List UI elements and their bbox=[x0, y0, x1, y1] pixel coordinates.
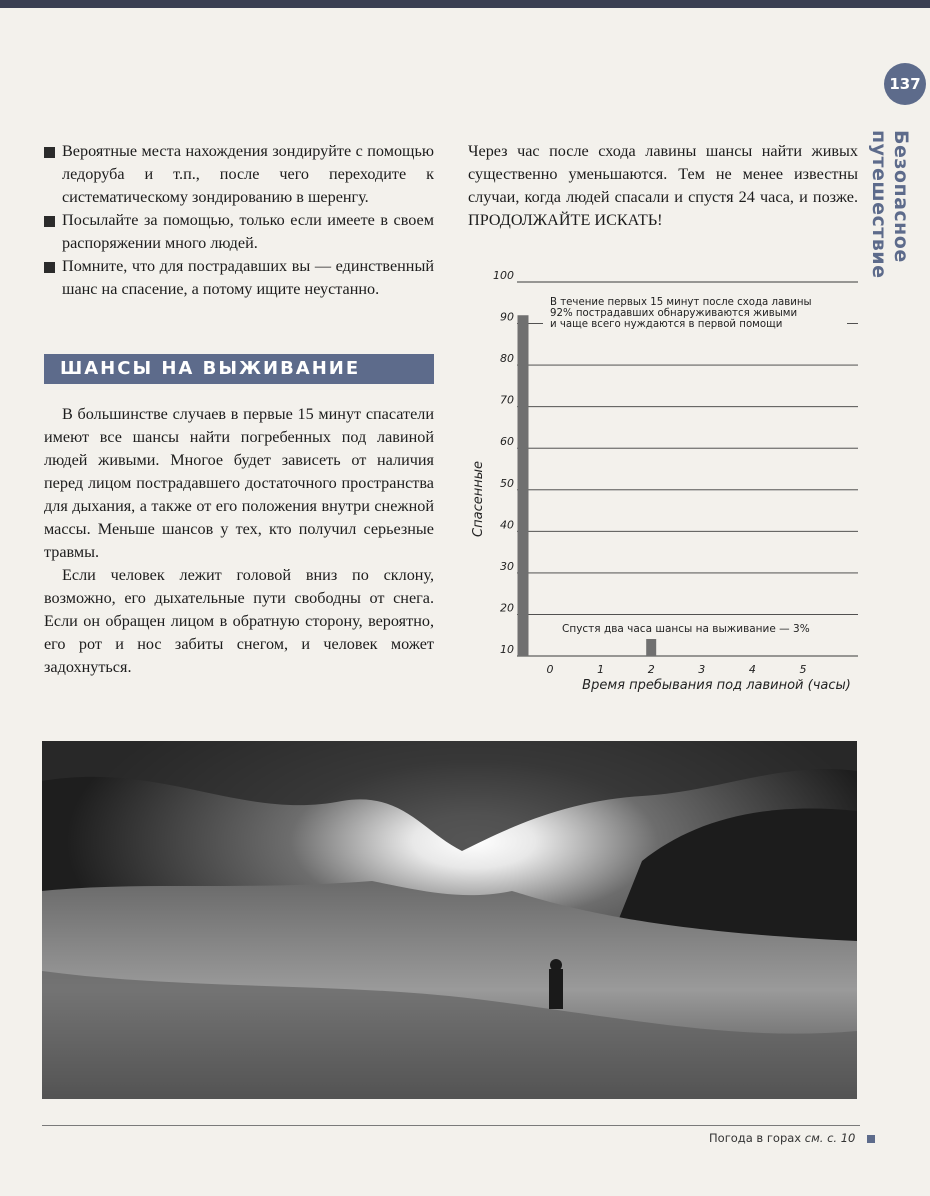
x-tick-label: 2 bbox=[647, 663, 655, 676]
side-section-title: Безопасное путешествие bbox=[868, 130, 912, 279]
x-axis-label: Время пребывания под лавиной (часы) bbox=[582, 678, 851, 693]
section-heading: ШАНСЫ НА ВЫЖИВАНИЕ bbox=[44, 354, 434, 384]
x-tick-label: 0 bbox=[546, 663, 554, 676]
footer-text: Погода в горах bbox=[709, 1131, 802, 1145]
annotation-text: В течение первых 15 минут после схода лавины bbox=[550, 297, 812, 308]
paragraph: Если человек лежит головой вниз по склону, возможно, его дыхательные пути свободны от снега. Если он обращен лицом в обратную сторону, вероятно, его рот и нос забиты снегом, и человек может задохнуться. bbox=[44, 566, 434, 676]
bullet-square-icon bbox=[44, 147, 55, 158]
y-tick-label: 10 bbox=[500, 643, 514, 656]
x-tick-label: 4 bbox=[748, 663, 756, 676]
page-number-badge: 137 bbox=[884, 63, 926, 105]
x-tick-label: 1 bbox=[597, 663, 605, 676]
annotation-text: Спустя два часа шансы на выживание — 3% bbox=[562, 623, 810, 635]
list-item: Помните, что для пострадавших вы — единственный шанс на спасение, а потому ищите неустанно. bbox=[44, 255, 434, 301]
survival-chart bbox=[455, 260, 865, 700]
annotation-text: 92% пострадавших обнаруживаются живыми bbox=[550, 308, 798, 319]
x-tick-label: 5 bbox=[799, 663, 807, 676]
top-bar bbox=[0, 0, 930, 8]
paragraph: В большинстве случаев в первые 15 минут спасатели имеют все шансы найти погребенных под лавиной людей живыми. Многое будет зависеть от наличия перед лицом пострадавшего достаточного пространства для дыхания, а также от его положения внутри снежной массы. Меньше шансов у тех, кто получил серьезные травмы. bbox=[44, 405, 434, 561]
list-item: Посылайте за помощью, только если имеете в своем распоряжении много людей. bbox=[44, 209, 434, 255]
y-tick-label: 40 bbox=[500, 518, 514, 532]
y-tick-label: 90 bbox=[500, 310, 514, 324]
y-tick-label: 70 bbox=[500, 393, 514, 407]
mountain-photo bbox=[42, 741, 857, 1099]
chart-bar bbox=[518, 315, 529, 656]
chart-bar bbox=[646, 639, 656, 656]
right-paragraph: Через час после схода лавины шансы найти живых существенно уменьшаются. Тем не менее известны случаи, когда людей спасали и спустя 24 часа, и позже. ПРОДОЛЖАЙТЕ ИСКАТЬ! bbox=[468, 142, 858, 229]
annotation-text: и чаще всего нуждаются в первой помощи bbox=[550, 319, 783, 330]
mountain-landscape-image bbox=[42, 741, 857, 1099]
bullet-square-icon bbox=[44, 262, 55, 273]
footer-reference: см. с. 10 bbox=[804, 1131, 856, 1145]
section-body bbox=[44, 403, 434, 679]
y-tick-label: 50 bbox=[500, 476, 514, 490]
footer-square-icon bbox=[867, 1135, 875, 1143]
list-item: Вероятные места нахождения зондируйте с помощью ледоруба и т.п., после чего переходите к систематическому зондированию в шеренгу. bbox=[44, 140, 434, 209]
footer bbox=[709, 1131, 875, 1145]
bullet-list bbox=[44, 140, 434, 301]
x-tick-label: 3 bbox=[698, 663, 706, 676]
y-tick-label: 60 bbox=[500, 435, 514, 449]
y-tick-label: 100 bbox=[493, 269, 514, 282]
footer-rule bbox=[42, 1125, 860, 1126]
y-tick-label: 20 bbox=[500, 601, 514, 615]
y-axis-label: Спасенные bbox=[471, 461, 486, 537]
bullet-square-icon bbox=[44, 216, 55, 227]
y-tick-label: 30 bbox=[500, 559, 514, 573]
y-tick-label: 80 bbox=[500, 352, 514, 366]
